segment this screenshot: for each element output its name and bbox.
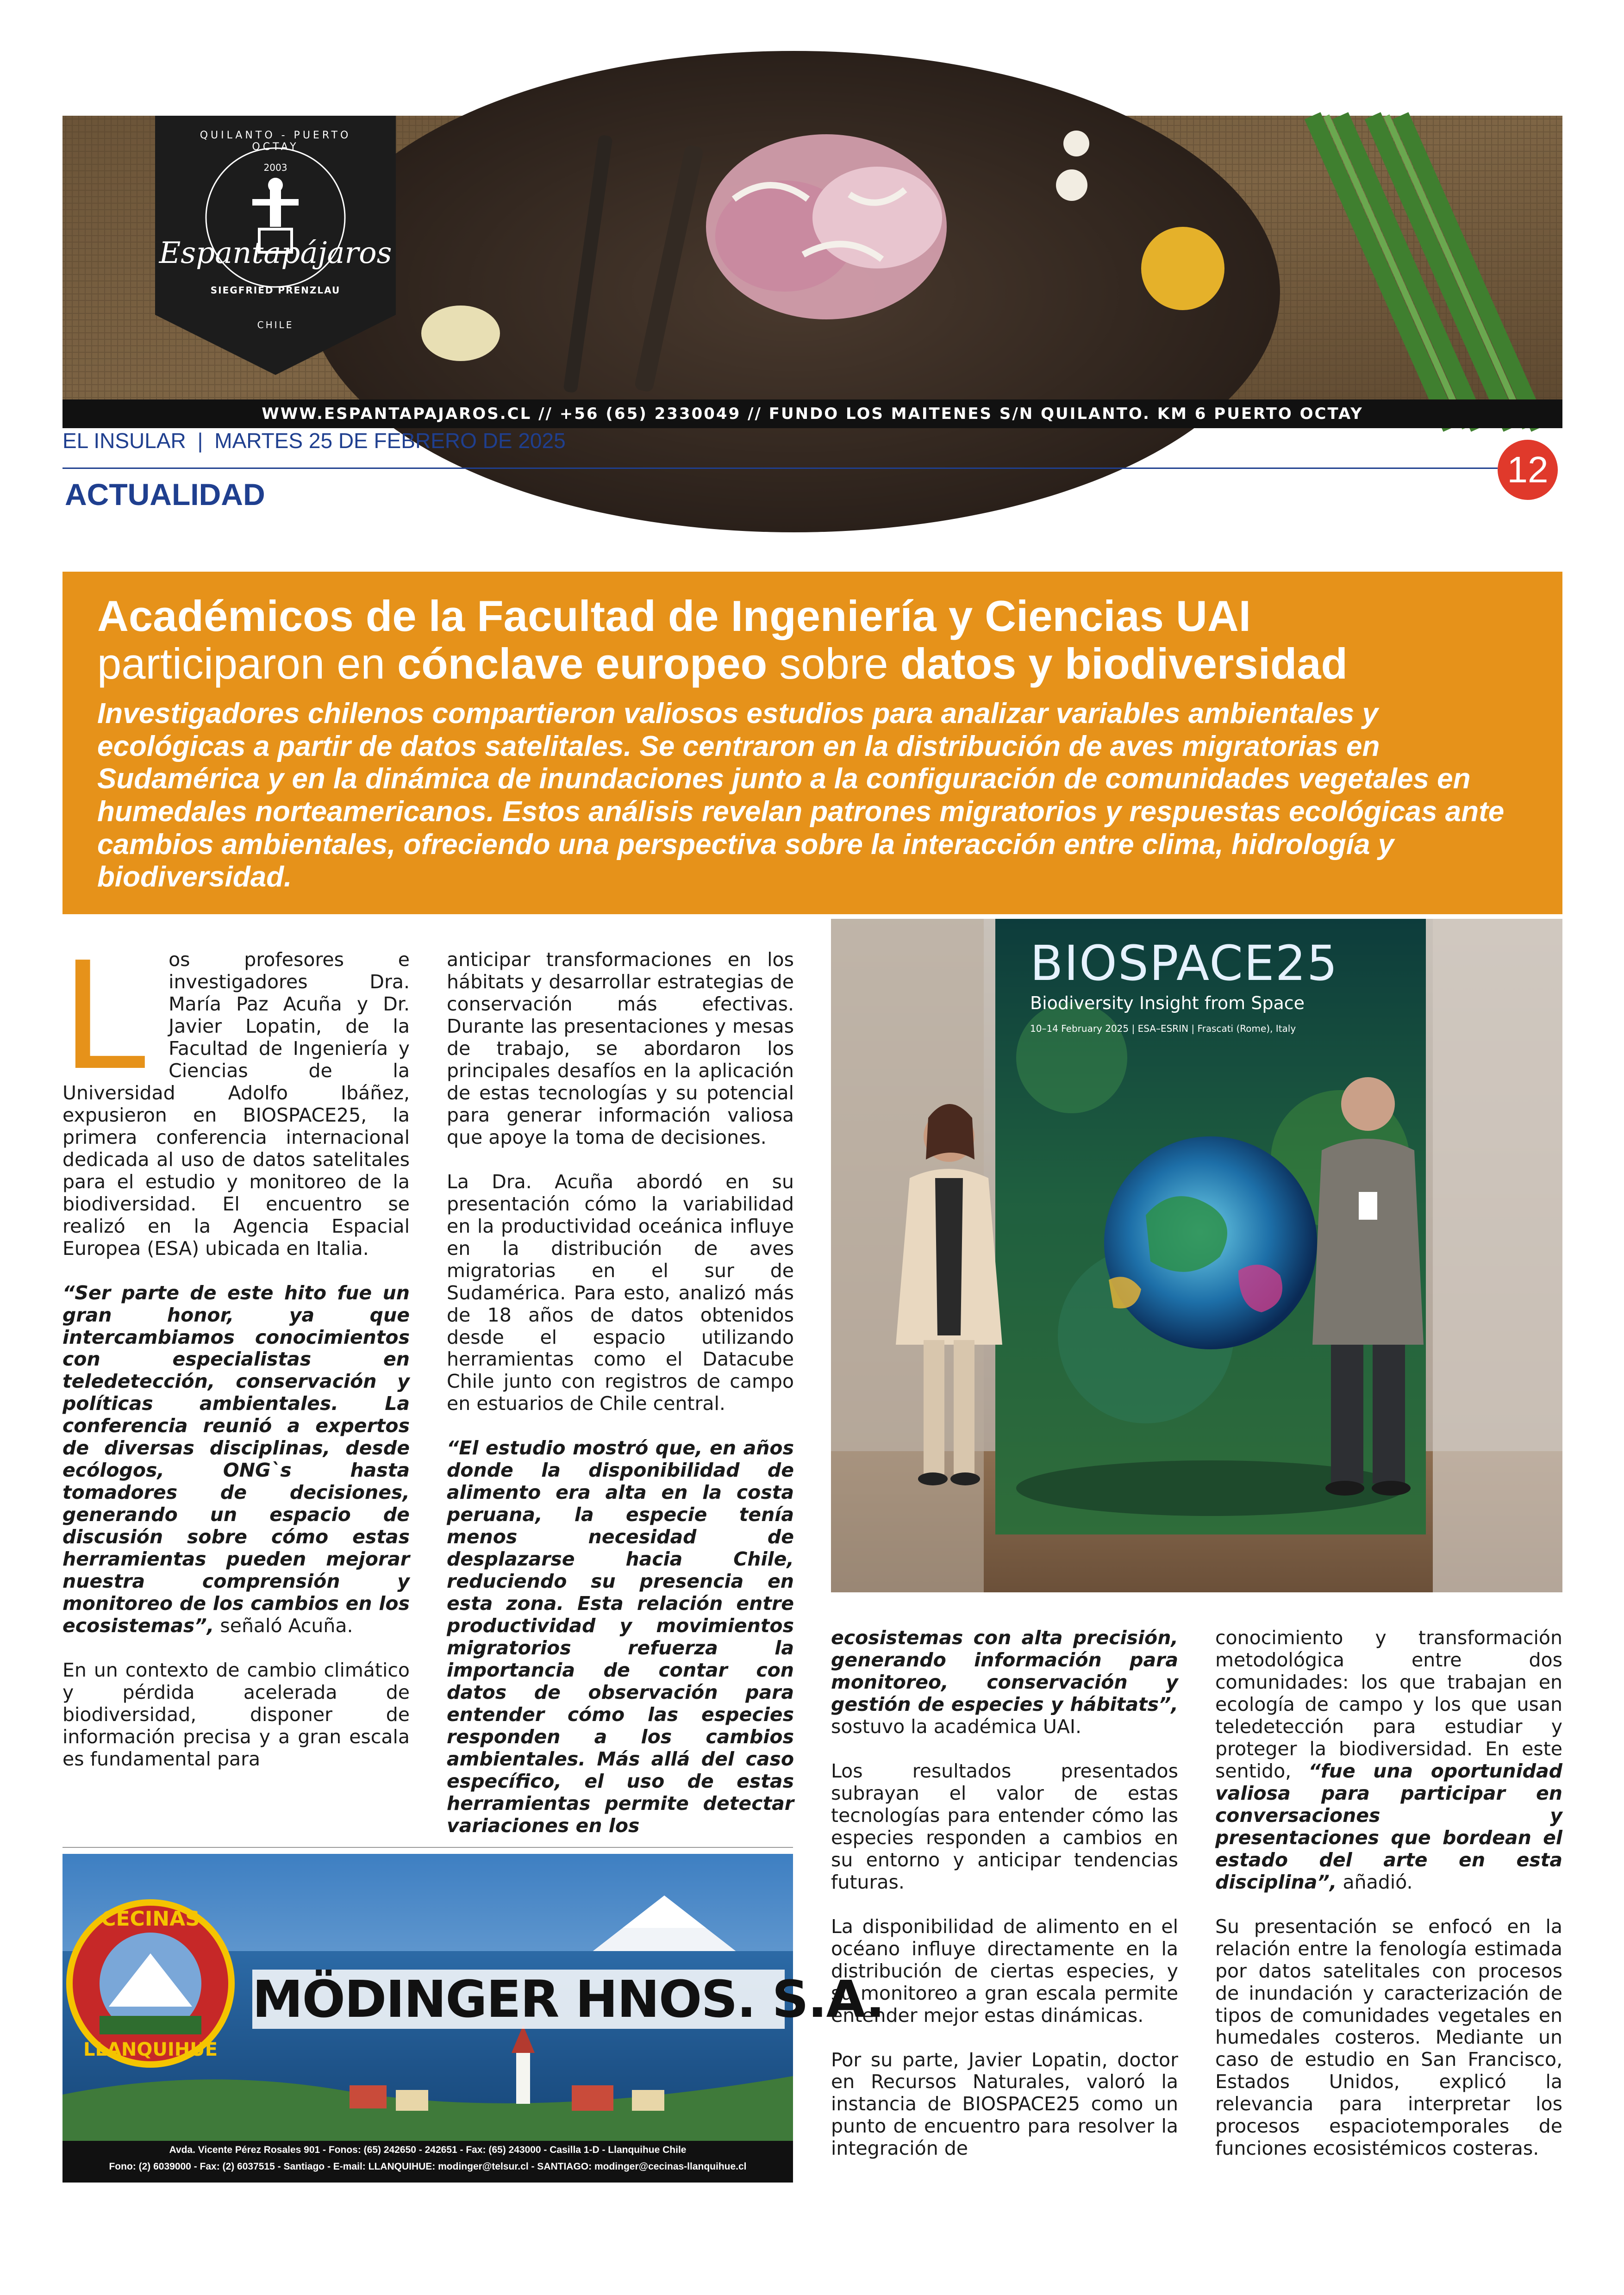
col3-paragraph-3: La disponibilidad de alimento en el océano influye directamente en la distribución de ciertas especies, y su monitoreo a gran escala permite entender mejor estas dinámicas.	[831, 1915, 1178, 2027]
headline-part-d: datos y biodiversidad	[900, 639, 1348, 688]
article-column-4	[1215, 1627, 1562, 2160]
headline-part-c: sobre	[767, 639, 900, 688]
logo-year: 2003	[263, 162, 287, 173]
logo-top-arc: QUILANTO - PUERTO OCTAY	[200, 130, 351, 153]
article-column-2	[447, 949, 794, 1837]
headline-part-b: cónclave europeo	[397, 639, 768, 688]
standfirst: Investigadores chilenos compartieron valiosos estudios para analizar variables ambientales y ecológicas a partir de datos satelitales. Se centraron en la distribución de aves migratorias en Sudamérica y en la dinámica de inundaciones junto a la configuración de comunidades vegetales en humedales norteamericanos. Estos análisis revelan patrones migratorios y respuestas ecológicas ante cambios ambientales, ofreciendo una perspectiva sobre la interacción entre clima, hidrología y biodiversidad.	[97, 697, 1505, 893]
biospace-photo-illustration	[831, 919, 1562, 1592]
logo-country: CHILE	[257, 319, 294, 331]
col2-study-quote: “El estudio mostró que, en años donde la disponibilidad de alimento era alta en la costa peruana, la especie tenía menos necesidad de desplazarse hacia Chile, reduciendo su presencia en esta zona. Esta relación entre productividad y movimientos migratorios refuerza la importancia de contar con datos de observación para entender cómo las especies responden a los cambios ambientales. Más allá del caso específico, el uso de estas herramientas permite detectar variaciones en los	[447, 1437, 794, 1837]
acuna-quote: “Ser parte de este hito fue un gran honor, ya que intercambiamos conocimientos con especialistas en teledetección, conservación y políticas ambientales. La conferencia reunió a expertos de diversas disciplinas, desde ecólogos, ONG`s hasta tomadores de decisiones, generando un espacio de discusión sobre cómo estas herramientas pueden mejorar nuestra comprensión y monitoreo de los cambios en los ecosistemas”,	[62, 1281, 410, 1637]
ad-footer-contact: WWW.ESPANTAPAJAROS.CL // +56 (65) 2330049 // FUNDO LOS MAITENES S/N QUILANTO. KM 6 PUERTO OCTAY	[62, 399, 1562, 428]
col4-paragraph-1	[1215, 1627, 1562, 1894]
page-number-badge: 12	[1498, 440, 1558, 500]
headline-line-1: Académicos de la Facultad de Ingeniería y Ciencias UAI	[97, 592, 1251, 640]
badge-top-text: CECINAS	[101, 1907, 200, 1931]
contact-line: Fono: (2) 6039000 - Fax: (2) 6037515 - Santiago - E-mail: LLANQUIHUE: modinger@telsur.cl - SANTIAGO: modinger@cecinas-llanquihue.cl	[109, 2161, 747, 2172]
headline-part-a: participaron en	[97, 639, 397, 688]
headline-line-2	[97, 640, 1528, 687]
acuna-attribution: señaló Acuña.	[214, 1615, 353, 1637]
col4-lead: conocimiento y transformación metodológica entre dos comunidades: los que trabajan en ecología de campo y los que usan teledetección para estudiar y proteger la biodiversidad. En este sentido,	[1215, 1627, 1562, 1782]
masthead-line	[62, 428, 1562, 453]
conference-photo	[831, 919, 1562, 1592]
banner-title: BIOSPACE25	[1030, 935, 1338, 992]
bottom-advertisement	[62, 1854, 884, 2183]
masthead-separator: |	[197, 429, 203, 453]
logo-script: Espantapájaros	[159, 236, 392, 270]
col3-paragraph-1	[831, 1627, 1178, 1738]
badge-bottom-text: LLANQUIHUE	[83, 2039, 218, 2060]
company-name: MÖDINGER HNOS. S.A.	[252, 1970, 884, 2029]
issue-date: MARTES 25 DE FEBRERO DE 2025	[214, 429, 566, 453]
col2-paragraph-1: anticipar transformaciones en los hábitats y desarrollar estrategias de conservación más efectivas. Durante las presentaciones y mesas de trabajo, se abordaron los principales desafíos en la aplicación de estas tecnologías y su potencial para generar información valiosa que apoye la toma de decisiones.	[447, 948, 794, 1148]
col3-attribution: sostuvo la académica UAI.	[831, 1715, 1082, 1738]
drop-cap: L	[62, 926, 150, 1102]
lopatin-attribution: añadió.	[1337, 1871, 1413, 1893]
col3-paragraph-2: Los resultados presentados subrayan el valor de estas tecnologías para entender cómo las especies responden a cambios en su entorno y anticipar tendencias futuras.	[831, 1759, 1178, 1893]
lopatin-quote: “fue una oportunidad valiosa para participar en conversaciones y presentaciones que bordean el estado del arte en esta disciplina”,	[1215, 1759, 1562, 1893]
bottom-ad-rule	[62, 1847, 793, 1848]
article-column-3	[831, 1627, 1178, 2160]
section-label: ACTUALIDAD	[65, 477, 265, 511]
banner-subtitle: Biodiversity Insight from Space	[1030, 993, 1305, 1013]
col3-paragraph-4: Por su parte, Javier Lopatin, doctor en Recursos Naturales, valoró la instancia de BIOSPACE25 como un punto de encuentro para resolver la integración de	[831, 2048, 1178, 2160]
col1-paragraph-2	[62, 1282, 410, 1638]
paper-name: EL INSULAR	[62, 429, 186, 453]
col4-paragraph-2: Su presentación se enfocó en la relación entre la fenología estimada por datos satelitales con procesos de inundación y caracterización de tipos de comunidades vegetales en humedales costeros. Mediante un caso de estudio en San Francisco, Estados Unidos, explicó la relevancia para interpretar los procesos espaciotemporales de funciones ecosistémicos costeras.	[1215, 1915, 1562, 2160]
logo-owner: SIEGFRIED PRENZLAU	[210, 285, 341, 296]
col1-paragraph-1: os profesores e investigadores Dra. María Paz Acuña y Dr. Javier Lopatin, de la Facultad de Ingeniería y Ciencias de la Universidad Adolfo Ibáñez, expusieron en BIOSPACE25, la primera conferencia internacional dedicada al uso de datos satelitales para el estudio y monitoreo de la biodiversidad. El encuentro se realizó en la Agencia Espacial Europea (ESA) ubicada en Italia.	[62, 948, 410, 1260]
headline-box	[62, 572, 1562, 914]
col3-quote: ecosistemas con alta precisión, generando información para monitoreo, conservación y gestión de especies y hábitats”,	[831, 1627, 1178, 1715]
banner-details: 10–14 February 2025 | ESA–ESRIN | Frascati (Rome), Italy	[1030, 1023, 1296, 1034]
col2-paragraph-2: La Dra. Acuña abordó en su presentación cómo la variabilidad en la productividad oceánica influye en la distribución de aves migratorias en el sur de Sudamérica. Para esto, analizó más de 18 años de datos obtenidos desde el espacio utilizando herramientas como el Datacube Chile junto con registros de campo en estuarios de Chile central.	[447, 1170, 794, 1415]
header-rule	[62, 468, 1498, 469]
address-line: Avda. Vicente Pérez Rosales 901 - Fonos: (65) 242650 - 242651 - Fax: (65) 243000 - Casilla 1-D - Llanquihue Chile	[169, 2145, 687, 2155]
col1-paragraph-3: En un contexto de cambio climático y pérdida acelerada de biodiversidad, disponer de información precisa y a gran escala es fundamental para	[62, 1659, 410, 1770]
article-column-1	[62, 926, 410, 1771]
top-advertisement	[62, 116, 1562, 428]
